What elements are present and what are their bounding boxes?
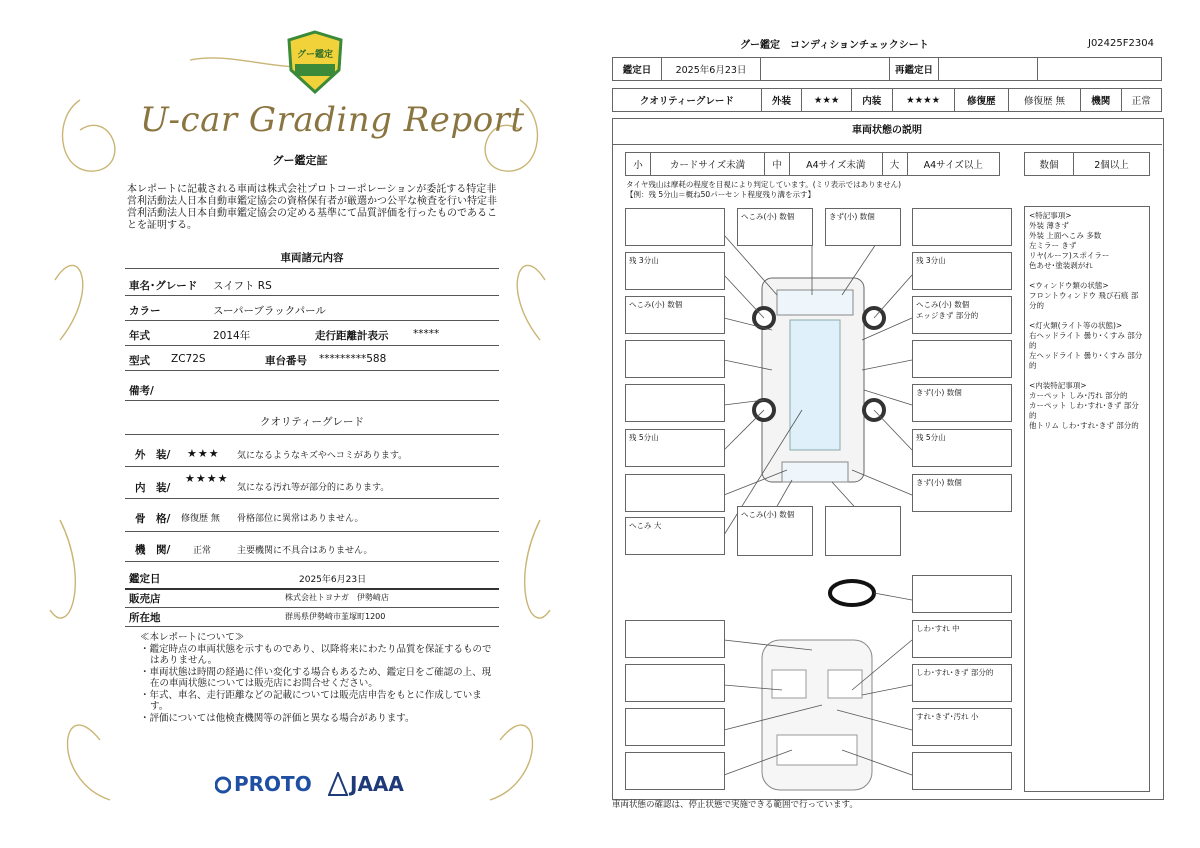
model-label: 型式 bbox=[129, 355, 150, 367]
date-label: 鑑定日 bbox=[613, 58, 662, 81]
notes-heading: ≪本レポートについて≫ bbox=[140, 632, 245, 643]
goo-badge-icon bbox=[285, 30, 345, 94]
engine-value: 正常 bbox=[193, 546, 212, 556]
callout-box bbox=[912, 384, 1012, 422]
chassis-value: *********588 bbox=[319, 353, 387, 365]
tire-note bbox=[626, 180, 901, 200]
jaaa-logo-icon bbox=[328, 772, 348, 796]
year-label: 年式 bbox=[129, 330, 150, 342]
note-line: 外装 薄きず bbox=[1029, 221, 1069, 230]
sheet-title: グー鑑定 コンディションチェックシート bbox=[740, 40, 929, 51]
shop-value: 株式会社トヨナガ 伊勢崎店 bbox=[285, 593, 389, 602]
spec-row-year bbox=[125, 323, 499, 346]
legend-small: 小 bbox=[626, 153, 651, 176]
note-line: 右ヘッドライト 曇り･くすみ 部分的 bbox=[1029, 331, 1143, 350]
note-line: カーペット しわ･すれ･きず 部分的 bbox=[1029, 401, 1139, 420]
tire-example-text: 【例：残 5分山＝概ね50パーセント程度残り溝を示す】 bbox=[626, 190, 816, 199]
int-stars: ★★★★ bbox=[892, 89, 954, 112]
legend-large: 大 bbox=[882, 153, 907, 176]
empty-cell bbox=[761, 58, 890, 81]
callout-box bbox=[625, 474, 725, 512]
certificate-title: グー鑑定証 bbox=[272, 154, 328, 167]
callout-box bbox=[912, 208, 1012, 246]
callout-box bbox=[625, 517, 725, 555]
exterior-label: 外 装/ bbox=[135, 449, 171, 461]
divider bbox=[125, 434, 499, 435]
ext-label: 外装 bbox=[761, 89, 801, 112]
engine-value: 正常 bbox=[1121, 89, 1162, 112]
callout-box bbox=[737, 208, 813, 246]
count-label: 数個 bbox=[1025, 153, 1074, 176]
callout-box bbox=[912, 752, 1012, 790]
note-item: ・車両状態は時間の経過に伴い変化する場合もあるため、鑑定日をご確認の上、現在の車両状態については販売店にお問合せください。 bbox=[140, 666, 492, 689]
car-roof bbox=[790, 320, 840, 450]
quality-row-exterior bbox=[125, 442, 499, 467]
callout-box bbox=[912, 296, 1012, 334]
address-value: 群馬県伊勢崎市韮塚町1200 bbox=[285, 612, 386, 621]
callout-box bbox=[625, 708, 725, 746]
callout-box bbox=[912, 474, 1012, 512]
callout-text: しわ･すれ･きず 部分的 bbox=[916, 668, 994, 677]
quality-row-engine bbox=[125, 537, 499, 562]
spec-row-remarks bbox=[125, 378, 499, 401]
script-title: U-car Grading Report bbox=[140, 100, 525, 140]
callout-box bbox=[625, 664, 725, 702]
callout-text: へこみ(小) 数個 bbox=[916, 300, 970, 309]
specs-heading: 車両諸元内容 bbox=[280, 252, 344, 264]
note-line: <灯火類(ライト等の状態)> bbox=[1029, 321, 1123, 330]
callout-box bbox=[625, 620, 725, 658]
callout-text: 残 3分山 bbox=[916, 256, 946, 265]
mileage-label: 走行距離計表示 bbox=[315, 330, 389, 342]
legend-medium: 中 bbox=[765, 153, 790, 176]
date-label: 鑑定日 bbox=[129, 573, 161, 585]
name-value: スイフト RS bbox=[213, 280, 272, 292]
callout-box bbox=[912, 708, 1012, 746]
seat-front-left bbox=[772, 670, 806, 698]
address-label: 所在地 bbox=[129, 612, 161, 624]
note-spacer bbox=[1029, 311, 1145, 321]
interior-stars: ★★★★ bbox=[185, 472, 229, 485]
empty-cell bbox=[1038, 58, 1162, 81]
engine-label: 機関 bbox=[1081, 89, 1121, 112]
callout-text: へこみ(小) 数個 bbox=[741, 510, 795, 519]
interior-label: 内 装/ bbox=[135, 482, 171, 494]
callout-text: きず(小) 数個 bbox=[916, 388, 962, 397]
engine-label: 機 関/ bbox=[135, 544, 171, 556]
callout-box bbox=[625, 752, 725, 790]
callout-box bbox=[737, 506, 813, 556]
badge-text: グー鑑定 bbox=[296, 50, 333, 60]
date-value: 2025年6月23日 bbox=[662, 58, 761, 81]
note-line: <ウィンドウ類の状態> bbox=[1029, 281, 1109, 290]
note-line: リヤ(ルーフ)スポイラー bbox=[1029, 251, 1110, 260]
name-label: 車名･グレード bbox=[129, 280, 198, 292]
exterior-text: 気になるようなキズやヘコミがあります。 bbox=[237, 451, 408, 461]
legend-large-desc: A4サイズ以上 bbox=[907, 153, 999, 176]
car-hood bbox=[777, 290, 853, 315]
date-value: 2025年6月23日 bbox=[299, 575, 367, 585]
reinspect-label: 再鑑定日 bbox=[890, 58, 939, 81]
frame-text: 骨格部位に異常はありません。 bbox=[237, 514, 364, 524]
color-value: スーパーブラックパール bbox=[213, 305, 326, 317]
callout-text: へこみ(小) 数個 bbox=[629, 300, 683, 309]
callout-box bbox=[912, 252, 1012, 290]
seat-front-right bbox=[828, 670, 862, 698]
callout-text: しわ･すれ 中 bbox=[916, 624, 960, 633]
condition-heading: 車両状態の説明 bbox=[612, 118, 1162, 145]
callout-box bbox=[625, 296, 725, 334]
note-line: 他トリム しわ･すれ･きず 部分的 bbox=[1029, 421, 1139, 430]
callout-text: すれ･きず･汚れ 小 bbox=[916, 712, 979, 721]
steering-wheel-icon bbox=[830, 581, 874, 605]
count-legend bbox=[1024, 152, 1150, 176]
note-line: 左ミラー きず bbox=[1029, 241, 1077, 250]
row-address bbox=[125, 608, 499, 627]
note-line: 色あせ･塗装剥がれ bbox=[1029, 261, 1093, 270]
frame-value: 修復歴 無 bbox=[181, 514, 220, 524]
shop-label: 販売店 bbox=[129, 593, 161, 605]
quality-row-frame bbox=[125, 505, 499, 532]
empty-cell bbox=[939, 58, 1038, 81]
report-notes bbox=[140, 632, 500, 724]
callout-text: エッジきず 部分的 bbox=[916, 311, 979, 320]
chassis-label: 車台番号 bbox=[265, 355, 307, 367]
quality-label: クオリティーグレード bbox=[613, 89, 762, 112]
year-value: 2014年 bbox=[213, 330, 251, 342]
callout-box bbox=[625, 384, 725, 422]
certificate-intro: 本レポートに記載される車両は株式会社プロトコーポレーションが委託する特定非営利活動法人日本自動車鑑定協会の資格保有者が厳選かつ公平な検査を行い特定非営利活動法人日本自動車鑑定協会の定める基準にて品質評価を行ったものであることを証明する。 bbox=[127, 184, 497, 231]
spec-row-name bbox=[125, 273, 499, 296]
special-notes-box bbox=[1024, 206, 1150, 792]
ext-stars: ★★★ bbox=[802, 89, 852, 112]
callout-text: へこみ(小) 数個 bbox=[741, 212, 795, 221]
legend-small-desc: カードサイズ未満 bbox=[651, 153, 765, 176]
callout-box bbox=[825, 208, 901, 246]
spec-row-model bbox=[125, 348, 499, 371]
callout-box bbox=[912, 620, 1012, 658]
frame-label: 骨 格/ bbox=[135, 513, 171, 525]
callout-text: 残 5分山 bbox=[629, 433, 659, 442]
callout-box bbox=[912, 340, 1012, 378]
row-date bbox=[125, 568, 499, 590]
note-line: <特記事項> bbox=[1029, 211, 1072, 220]
car-rear bbox=[782, 462, 848, 482]
callout-box bbox=[825, 506, 901, 556]
callout-text: きず(小) 数個 bbox=[916, 478, 962, 487]
callout-text: きず(小) 数個 bbox=[829, 212, 875, 221]
callout-box bbox=[912, 429, 1012, 467]
sheet-id: J02425F2304 bbox=[1088, 38, 1154, 49]
note-item: ・鑑定時点の車両状態を示すものであり、以降将来にわたり品質を保証するものではありません。 bbox=[140, 643, 492, 666]
proto-brand: PROTO bbox=[234, 772, 312, 796]
callout-text: へこみ 大 bbox=[629, 521, 662, 530]
repair-value: 修復歴 無 bbox=[1008, 89, 1080, 112]
quality-heading: クオリティーグレード bbox=[260, 416, 364, 428]
size-legend bbox=[625, 152, 1000, 176]
repair-label: 修復歴 bbox=[954, 89, 1008, 112]
callout-box bbox=[625, 340, 725, 378]
spec-row-color bbox=[125, 298, 499, 321]
int-label: 内装 bbox=[852, 89, 892, 112]
note-spacer bbox=[1029, 371, 1145, 381]
engine-text: 主要機関に不具合はありません。 bbox=[237, 546, 373, 556]
note-line: フロントウィンドウ 飛び石痕 部分的 bbox=[1029, 291, 1139, 310]
sheet-footer: 車両状態の確認は、停止状態で実施できる範囲で行っています。 bbox=[612, 800, 858, 810]
callout-box bbox=[912, 664, 1012, 702]
callout-box bbox=[625, 429, 725, 467]
jaaa-brand: JAAA bbox=[350, 772, 404, 796]
note-line: 外装 上面へこみ 多数 bbox=[1029, 231, 1102, 240]
callout-box bbox=[625, 252, 725, 290]
remarks-label: 備考/ bbox=[129, 385, 154, 397]
count-value: 2個以上 bbox=[1073, 153, 1149, 176]
note-line: <内装特記事項> bbox=[1029, 381, 1087, 390]
mileage-value: ***** bbox=[413, 328, 440, 340]
callout-box bbox=[912, 575, 1012, 613]
seat-rear bbox=[777, 735, 857, 765]
date-table bbox=[612, 57, 1162, 81]
interior-text: 気になる汚れ等が部分的にあります。 bbox=[237, 483, 390, 493]
note-item: ・年式、車名、走行距離などの記載については販売店申告をもとに作成しています。 bbox=[140, 689, 482, 712]
color-label: カラー bbox=[129, 305, 161, 317]
note-line: 左ヘッドライト 曇り･くすみ 部分的 bbox=[1029, 351, 1143, 370]
quality-row-interior bbox=[125, 472, 499, 499]
row-shop bbox=[125, 589, 499, 608]
tire-note-text: タイヤ残山は摩耗の程度を目視により判定しています。(ミリ表示ではありません) bbox=[626, 180, 902, 189]
quality-table bbox=[612, 88, 1162, 112]
exterior-stars: ★★★ bbox=[187, 447, 220, 460]
callout-box bbox=[625, 208, 725, 246]
legend-medium-desc: A4サイズ未満 bbox=[790, 153, 882, 176]
callout-text: 残 5分山 bbox=[916, 433, 946, 442]
divider bbox=[125, 268, 499, 269]
note-line: カーペット しみ･汚れ 部分的 bbox=[1029, 391, 1128, 400]
note-item: ・評価については他検査機関等の評価と異なる場合があります。 bbox=[140, 712, 415, 724]
callout-text: 残 3分山 bbox=[629, 256, 659, 265]
note-spacer bbox=[1029, 271, 1145, 281]
proto-logo-icon bbox=[215, 774, 231, 796]
model-value: ZC72S bbox=[171, 353, 206, 365]
